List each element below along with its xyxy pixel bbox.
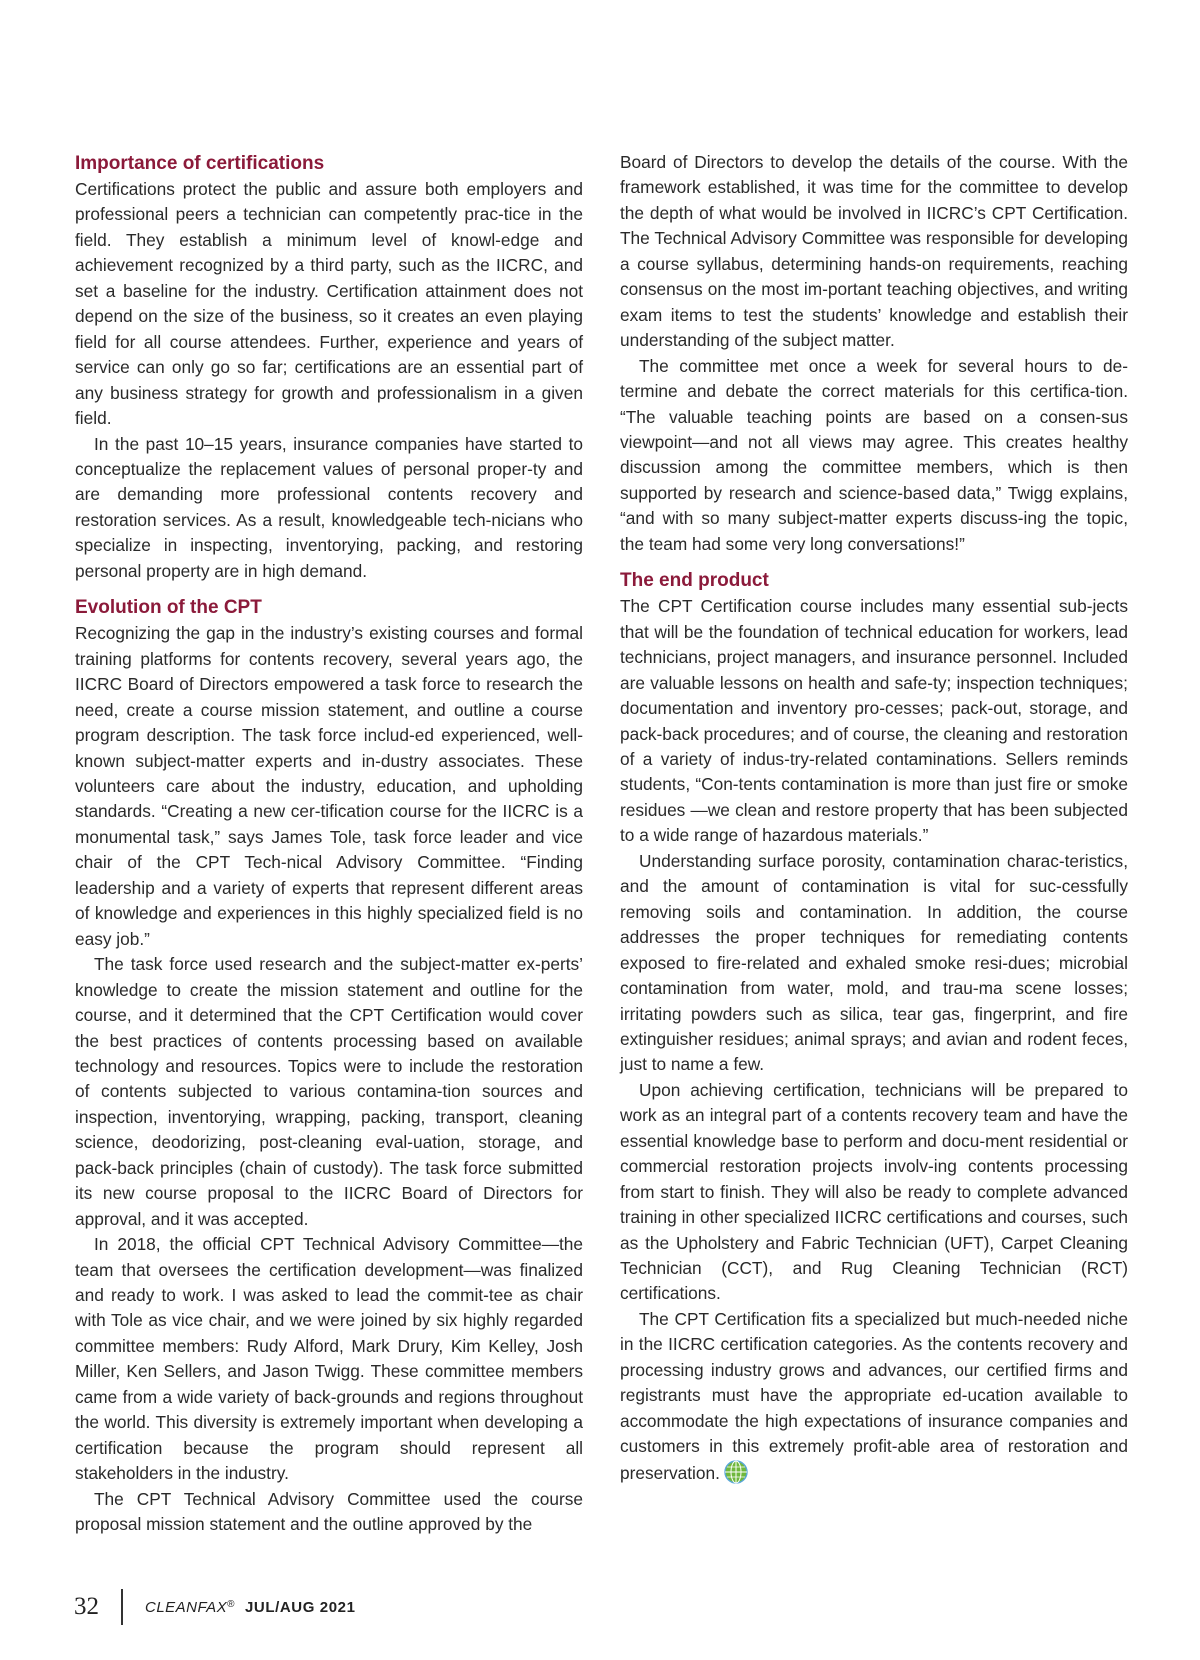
heading-evolution-of-the-cpt: Evolution of the CPT bbox=[75, 597, 262, 619]
registered-mark: ® bbox=[227, 1598, 235, 1610]
section-spacer bbox=[75, 584, 583, 594]
paragraph-continued: Board of Directors to develop the details of the course. With the framework established, it was time for the committee to develop the depth of what would be involved in IICRC’s CPT Certification. The Technical Advisory Committee was responsible for developing a course syllabus, determining hands-on requirements, reaching consensus on the most im-portant teaching objectives, and writing exam items to test the students’ knowledge and establish their understanding of the subject matter. bbox=[620, 152, 1128, 351]
paragraph: The committee met once a week for several hours to de-termine and debate the correct materials for this certifica-tion. “The valuable teaching points are based on a consen-sus viewpoint—and not all views may agree. This creates healthy discussion among the committee members, which is then supported by research and science-based data,” Twigg explains, “and with so many subject-matter experts discuss-ing the topic, the team had some very long conversations!” bbox=[620, 355, 1128, 554]
paragraph: Understanding surface porosity, contamination charac-teristics, and the amount of contamination is vital for suc-cessfully removing soils and contamination. In addition, the course addresses the proper techniques for remediating contents exposed to fire-related and exhaled smoke resi-dues; microbial contamination from water, mold, and trau-ma scene losses; irritating powders such as silica, tear gas, fingerprint, and fire extinguisher residues; animal sprays; and avian and rodent feces, just to name a few. bbox=[620, 850, 1128, 1075]
heading-importance-of-certifications: Importance of certifications bbox=[75, 153, 325, 174]
page-number: 32 bbox=[74, 1593, 99, 1620]
paragraph: The CPT Technical Advisory Committee used the course proposal mission statement and the outline approved by the bbox=[75, 1488, 583, 1535]
section-spacer bbox=[620, 557, 1128, 567]
paragraph: In the past 10–15 years, insurance companies have started to conceptualize the replacement values of personal proper-ty and are demanding more professional contents recovery and restoration services. As a result, knowledgeable tech-nicians who specialize in inspecting, inventorying, packing, and restoring personal property are in high demand. bbox=[75, 433, 583, 581]
issue-date: JUL/AUG 2021 bbox=[244, 1598, 356, 1616]
left-column bbox=[75, 150, 583, 1538]
paragraph: Certifications protect the public and assure both employers and professional peers a technician can competently prac-tice in the field. They establish a minimum level of knowl-edge and achievement recognized by a third party, such as the IICRC, and set a baseline for the industry. Certification attainment does not depend on the size of the business, so it creates an even playing field for all course attendees. Further, experience and years of service can only go so far; certifications are an essential part of any business strategy for growth and professionalism in a given field. bbox=[75, 179, 583, 429]
page-footer bbox=[74, 1588, 356, 1626]
paragraph: The task force used research and the subject-matter ex-perts’ knowledge to create the mission statement and outline for the course, and it determined that the CPT Certification would cover the best practices of contents processing based on available technology and resources. Topics were to include the restoration of contents subjected to various contamina-tion sources and inspection, inventorying, wrapping, packing, transport, cleaning science, deodorizing, post-cleaning eval-uation, storage, and pack-back principles (chain of custody). The task force submitted its new course proposal to the IICRC Board of Directors for approval, and it was accepted. bbox=[75, 954, 583, 1229]
heading-the-end-product: The end product bbox=[620, 570, 769, 592]
paragraph-text: The CPT Certification fits a specialized but much-needed niche in the IICRC certification categories. As the contents recovery and processing industry grows and advances, our certified firms and registrants must have the appropriate ed-ucation available to accommodate the high expectations of insurance companies and customers in this extremely profit-able area of restoration and preservation. bbox=[620, 1308, 1128, 1483]
paragraph: The CPT Certification course includes many essential sub-jects that will be the foundation of technical education for workers, lead technicians, project managers, and insurance personnel. Included are valuable lessons on health and safe-ty; inspection techniques; documentation and inventory pro-cesses; pack-out, storage, and pack-back procedures; and of course, the cleaning and restoration of a variety of indus-try-related contaminations. Sellers reminds students, “Con-tents contamination is more than just fire or smoke residues —we clean and restore property that has been subjected to a wide range of hazardous materials.” bbox=[620, 596, 1128, 846]
footer-divider bbox=[121, 1589, 123, 1625]
paragraph: In 2018, the official CPT Technical Advisory Committee—the team that oversees the certification development—was finalized and ready to work. I was asked to lead the commit-tee as chair with Tole as vice chair, and we were joined by six highly regarded committee members: Rudy Alford, Mark Drury, Kim Kelley, Josh Miller, Ken Sellers, and Jason Twigg. These committee members came from a wide variety of back-grounds and regions throughout the world. This diversity is extremely important when developing a certification because the program should represent all stakeholders in the industry. bbox=[75, 1234, 583, 1484]
paragraph: Upon achieving certification, technicians will be prepared to work as an integral part of a contents recovery team and have the essential knowledge base to perform and docu-ment residential or commercial restoration projects involv-ing contents processing from start to finish. They will also be ready to complete advanced training in other specialized IICRC certifications and courses, such as the Upholstery and Fabric Technician (UFT), Carpet Cleaning Technician (CCT), and Rug Cleaning Technician (RCT) certifications. bbox=[620, 1079, 1128, 1304]
publication-line bbox=[145, 1599, 356, 1616]
paragraph: Recognizing the gap in the industry’s existing courses and formal training platforms for contents recovery, several years ago, the IICRC Board of Directors empowered a task force to research the need, create a course mission statement, and outline a course program description. The task force includ-ed experienced, well-known subject-matter experts and in-dustry associates. These volunteers care about the industry, education, and upholding standards. “Creating a new cer-tification course for the IICRC is a monumental task,” says James Tole, task force leader and vice chair of the CPT Tech-nical Advisory Committee. “Finding leadership and a variety of experts that represent different areas of knowledge and experiences in this highly specialized field is no easy job.” bbox=[75, 623, 583, 949]
globe-end-icon bbox=[724, 1460, 748, 1484]
publication-name: CLEANFAX bbox=[145, 1598, 228, 1616]
right-column bbox=[620, 150, 1128, 1486]
paragraph-final bbox=[620, 1307, 1128, 1486]
